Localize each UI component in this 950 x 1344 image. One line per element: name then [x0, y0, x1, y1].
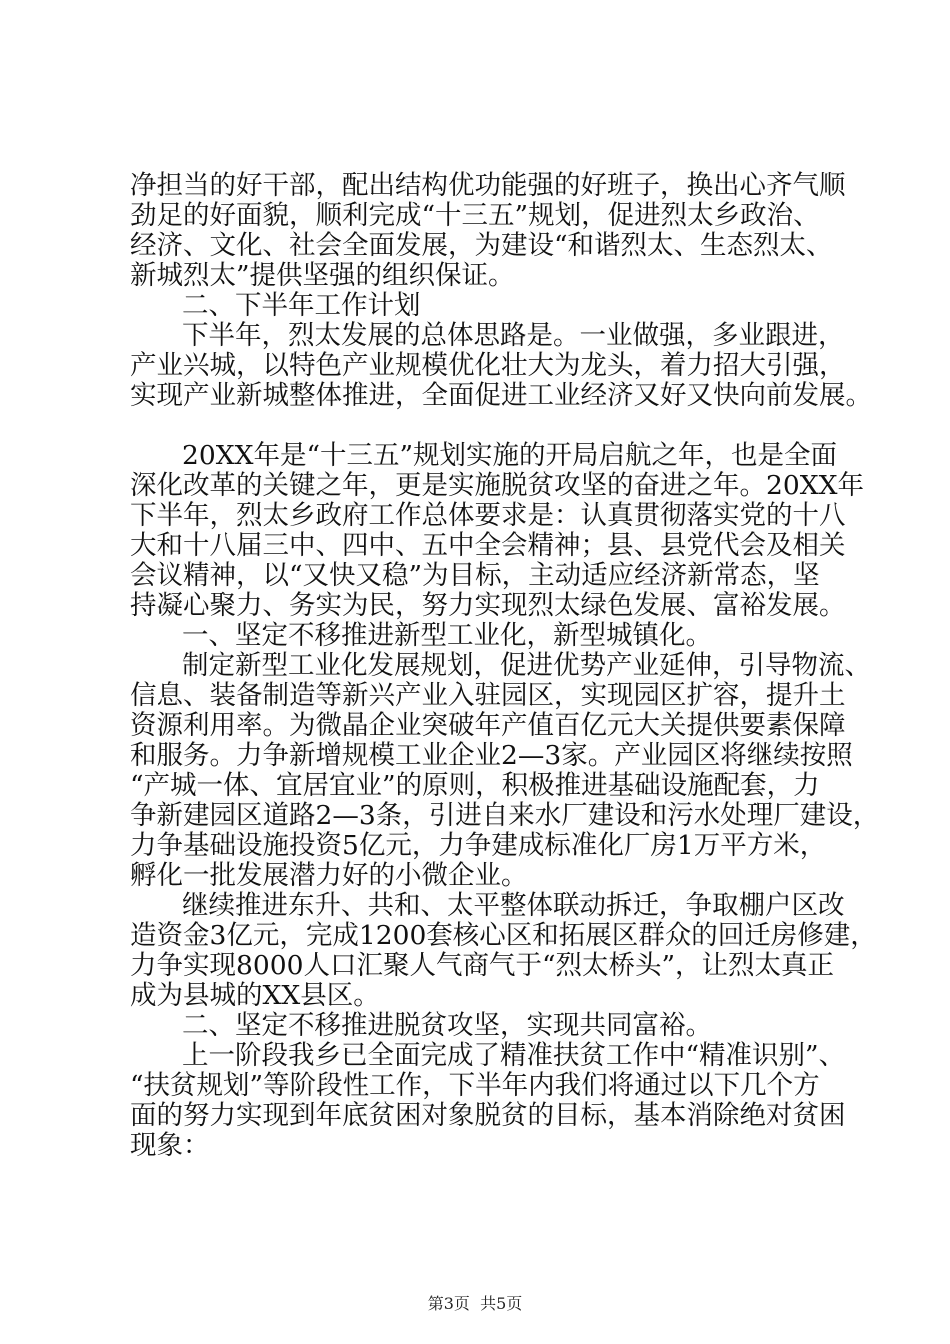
section-heading: 二、下半年工作计划 [182, 290, 421, 321]
body-line: 下半年，烈太发展的总体思路是。一业做强，多业跟进， [182, 320, 845, 351]
body-line: 资源利用率。为微晶企业突破年产值百亿元大关提供要素保障 [130, 710, 846, 741]
paragraph-gap [130, 411, 835, 441]
body-line: “扶贫规划”等阶段性工作，下半年内我们将通过以下几个方 [130, 1070, 820, 1101]
body-line: 造资金3亿元，完成1200套核心区和拓展区群众的回迁房修建， [130, 920, 877, 951]
body-line: 持凝心聚力、务实为民，努力实现烈太绿色发展、富裕发展。 [130, 590, 846, 621]
body-line: 劲足的好面貌，顺利完成“十三五”规划，促进烈太乡政治、 [130, 200, 820, 231]
body-line: 经济、文化、社会全面发展，为建设“和谐烈太、生态烈太、 [130, 230, 833, 261]
body-line: 大和十八届三中、四中、五中全会精神；县、县党代会及相关 [130, 530, 846, 561]
body-line: 成为县城的XX县区。 [130, 980, 380, 1011]
body-line: 产业兴城，以特色产业规模优化壮大为龙头，着力招大引强， [130, 350, 846, 381]
body-line: 制定新型工业化发展规划，促进优势产业延伸，引导物流、 [182, 650, 871, 681]
body-line: 深化改革的关键之年，更是实施脱贫攻坚的奋进之年。20XX年 [130, 470, 864, 501]
body-line: “产城一体、宜居宜业”的原则，积极推进基础设施配套，力 [130, 770, 820, 801]
body-line: 上一阶段我乡已全面完成了精准扶贫工作中“精准识别”、 [182, 1040, 846, 1071]
body-line: 下半年，烈太乡政府工作总体要求是：认真贯彻落实党的十八 [130, 500, 846, 531]
page-number: 第3页 共5页 [427, 1294, 523, 1313]
body-line: 和服务。力争新增规模工业企业2—3家。产业园区将继续按照 [130, 740, 853, 771]
body-line: 20XX年是“十三五”规划实施的开局启航之年，也是全面 [182, 440, 838, 471]
body-line: 力争实现8000人口汇聚人气商气于“烈太桥头”，让烈太真正 [130, 950, 835, 981]
body-line: 孵化一批发展潜力好的小微企业。 [130, 860, 528, 891]
body-line: 新城烈太”提供坚强的组织保证。 [130, 260, 515, 291]
body-line: 现象： [130, 1130, 210, 1161]
body-line: 实现产业新城整体推进，全面促进工业经济又好又快向前发展。 [130, 380, 872, 411]
body-line: 净担当的好干部，配出结构优功能强的好班子，换出心齐气顺 [130, 170, 846, 201]
body-line: 争新建园区道路2—3条，引进自来水厂建设和污水处理厂建设， [130, 800, 880, 831]
section-heading: 一、坚定不移推进新型工业化，新型城镇化。 [182, 620, 712, 651]
document-body [130, 170, 880, 1161]
body-line: 面的努力实现到年底贫困对象脱贫的目标，基本消除绝对贫困 [130, 1100, 846, 1131]
section-heading: 二、坚定不移推进脱贫攻坚，实现共同富裕。 [182, 1010, 712, 1041]
body-line: 会议精神，以“又快又稳”为目标，主动适应经济新常态，坚 [130, 560, 820, 591]
body-line: 力争基础设施投资5亿元，力争建成标准化厂房1万平方米， [130, 830, 827, 861]
page-footer [0, 1294, 950, 1314]
body-line: 继续推进东升、共和、太平整体联动拆迁，争取棚户区改 [182, 890, 845, 921]
body-line: 信息、装备制造等新兴产业入驻园区，实现园区扩容，提升土 [130, 680, 846, 711]
